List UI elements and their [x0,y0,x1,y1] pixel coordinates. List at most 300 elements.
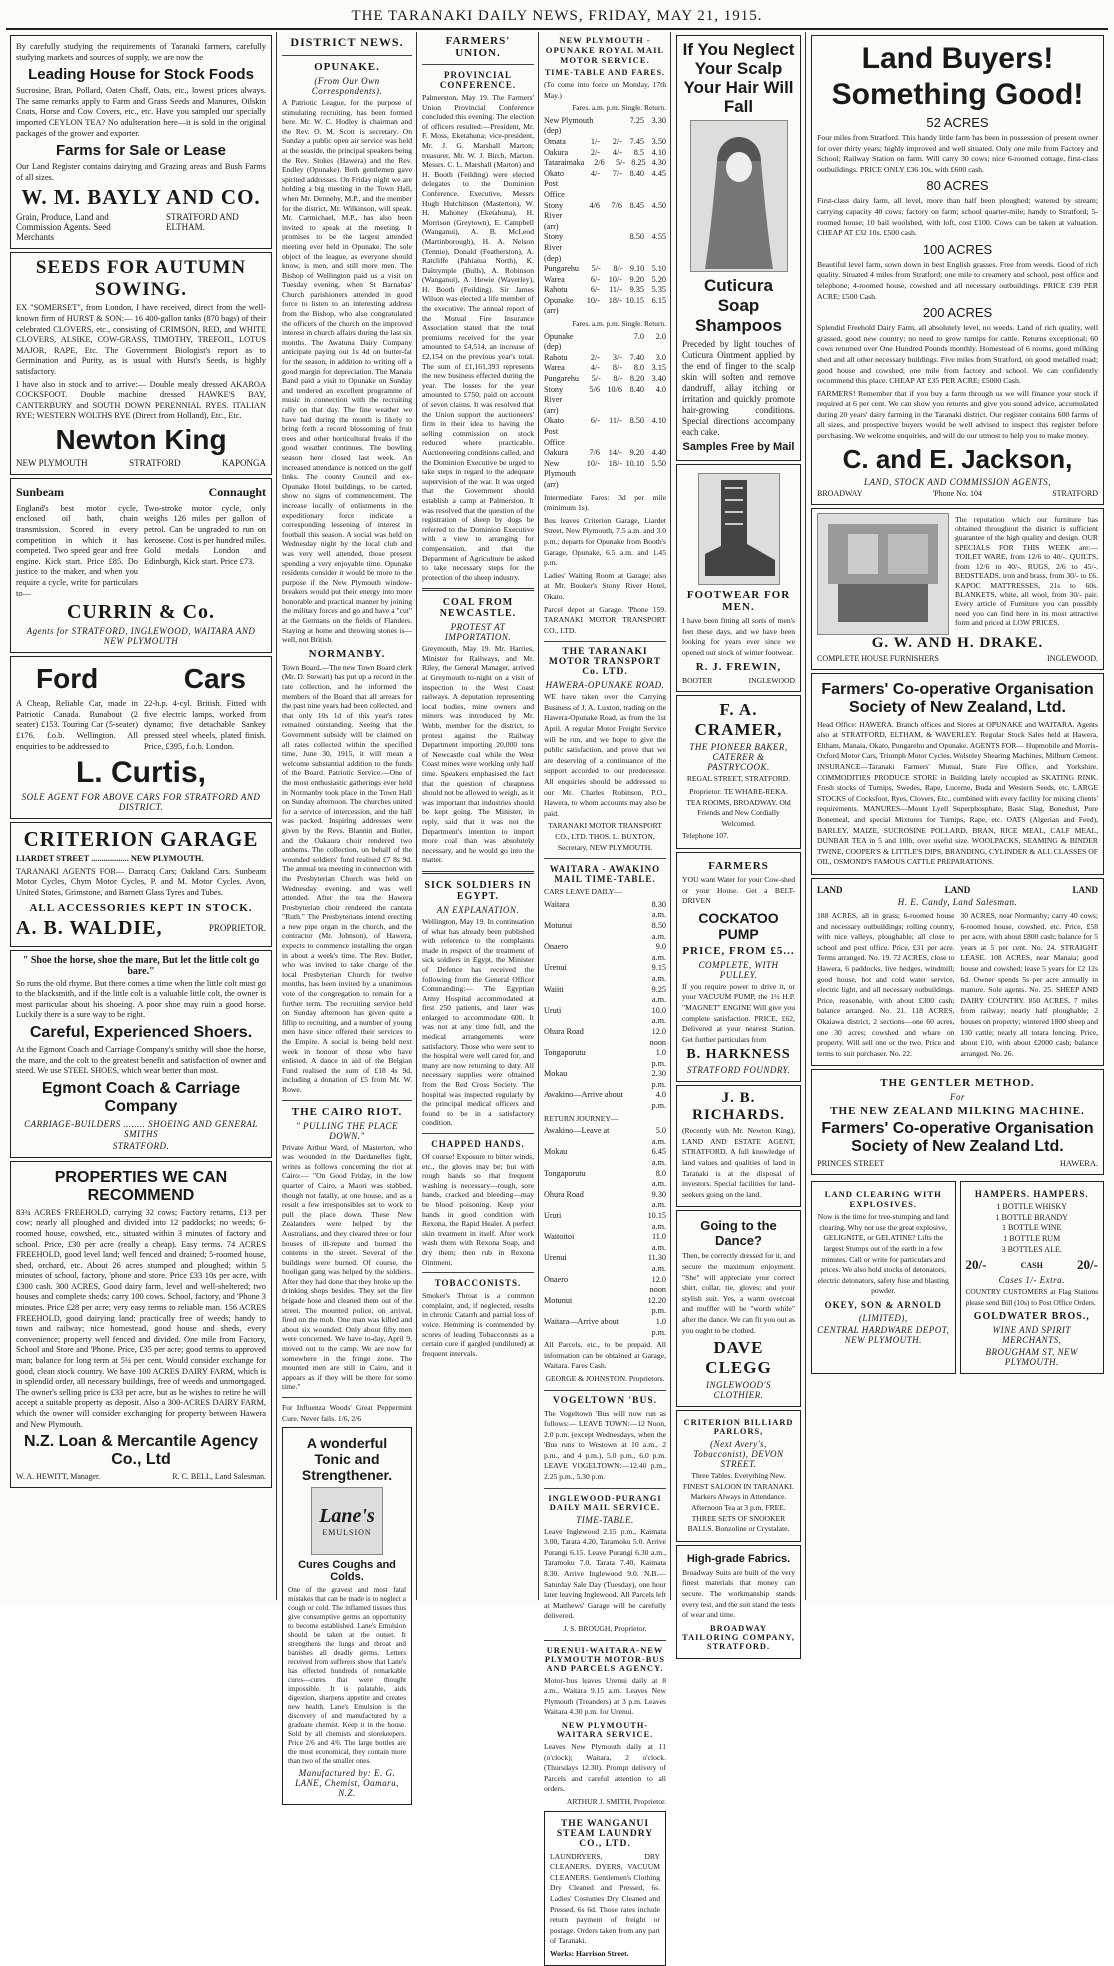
timetable-row [544,169,666,201]
acres-100-text: Beautiful level farm, sown down in best English grasses. Free from weeds. Good of rich quality. Situated 4 miles from Stratford; one mile to creamery and school, post office and telephone; 4-roomed house, cowshed and all necessary outbuildings. PRICE £39 PER ACRE; £500 Cash. [817,259,1098,301]
timetable-cell: 10.15 a.m. [647,1211,666,1231]
waitara-row [544,1090,666,1111]
fabrics-text: Broadway Suits are built of the very finest materials that money can secure. The workmanship stands every test, and the suit stand the tests of wear and time. [682,1567,795,1620]
sick-soldiers-text: Wellington, May 19. In continuation of what has already been published with reference to the complaints made in respect of the treatment of sick soldiers in Egypt, the Minister of Defence has received the following from the General Officer Commanding:— The Egyptian Army Hospital accommodated at first 250 patients, and later was enlarged to accommodate 600. It was not at any time full, and the medical arrangements were satisfactory. Those who were sent to the hospital were well cared for, and many are now returning to duty. All necessary supplies were obtained from the Red Cross Society. The hospital was inspected regularly by the principal medical officers and found to be in a satisfactory condition. [422,916,534,1128]
shoe-text: So runs the old rhyme. But there comes a time when the little colt must go to the blacksmith, and if the little colt is a valuable little colt, the owner is most particular about his shoeing. A poor shoe may ruin a good horse. Luckily there is a sure way to be right. [16,978,266,1020]
timetable-station: Tongaporutu [544,1048,586,1058]
divider [544,1390,666,1391]
emulsion-label: EMULSION [322,1528,372,1538]
timetable-row [544,148,666,159]
timetable-cell: 4.10 [651,147,666,157]
divider [544,1488,666,1489]
ford-cars-heading [16,663,266,695]
farmers-text: YOU want Water for your Cow-shed or your House. Get a BELT-DRIVEN [682,874,795,906]
goldwater-name: GOLDWATER BROS., [973,1311,1090,1323]
column-2 [278,32,416,1799]
column-divider [670,32,671,1600]
woman-hair-illustration [690,120,788,272]
acres-80-text: First-class dairy farm, all level, more than half been ploughed; watered by stream; carrying capacity 40 cows; factory on farm; school quarter-mile; handy to Stratford; 5-roomed house; 10 bail woolshed, with loft, cost £100. Cows can be taken at valuation. CHEAP AT £32 10s. £500 cash. [817,196,1098,238]
timetable-cell: 3.15 [651,363,666,373]
return-row [544,1126,666,1147]
timetable-cell: 4.50 [651,200,666,210]
lanes-cures: Cures Coughs and Colds. [298,1559,396,1584]
richards-name: J. B. RICHARDS. [692,1090,785,1124]
timetable-cell: 5.20 [651,274,666,284]
criterion-heading: CRITERION GARAGE [23,827,259,852]
acres-200-text: Splendid Freehold Dairy Farm, all absolutely level, no weeds. Land of rich quality, well grassed, good new country; no need to grow turnips for cattle. Returns exceptional; 60 cows returned over One Hundred Pounds monthly. Homestead of 6 rooms, good milking shed and all other necessary buildings. Five miles from Stratford, on good metalled road; good house and cowshed; one mile from factory and school. We can confidently recommend this place. CHEAP AT £35 PER ACRE; £5000 Cash. [817,323,1098,386]
something-good-heading: Something Good! [831,78,1084,111]
timetable-cell: 8.0 [633,363,644,373]
timetable-cell: 5.50 [651,458,666,468]
waitara-timetable [544,900,666,1112]
fares-header: Fares. a.m. p.m. Single. Return. [572,103,666,113]
tobacconists-heading: TOBACCONISTS. [434,1278,522,1289]
harkness-sub: STRATFORD FOUNDRY. [686,1065,791,1076]
nz-loan-manager: W. A. HEWITT, Manager. [16,1472,101,1482]
frewin-trade: BOOTER [682,676,713,686]
bayly-advert [10,35,272,249]
farmers-text: Palmerston, May 19. The Farmers' Union Provincial Conference concluded this evening. The election of officers resulted:—President, Mr. F. Moss, Eketahuna; vice-president, Mr. J. G. Marshall Marton; treasurer, Mr. W. J. Birch, Marton. Messrs. C. L. Marshall (Marton) and H. Booth (Feilding) were elected delegates to the Dominion Conference. Executive, Messrs Hugh Hutchinson (Masterton), W. H. Mahoney (Eketahuna), H. Morrison (Greytown), E. Campbell (Wanganui), A. B. McLeod (Martinborough), H. A. Nelson (Tennie), Donald (Featherston), A. Ratcliffe (Pahiatua North), K. Daltrymple (Bulls), A. Robinson (Wanganui), A. Hewie (Waverley), H. Booth (Feilding). Sir James Wilson was elected a life member of the executive. The annual report of the Mutual Fire Insurance Association stated that the total premiums received for the year amounted to £4,514, an increase of £2,154 on the previous year's total. The sum of £1,161,393 represents the new business effected during the year. The losses for the year amounted to £750, paid on account of seven claims. It was resolved that the Union support the auctioneers' firm in their idea to having the selling commission on stock reduced where practicable. Auctioneering conditions called, and the Dominion Executive be urged to take steps in regard to the adequate supervision of the war. It was urged that the Government should establish a camp at Palmerston. It was resolved that the question of the registration of sheep by dogs be referred to the Dominion Executive with a view to arranging for compensation, and that the Department of Agriculture be asked to take necessary steps for the protection of the sheep industry. [422,93,534,582]
nz-loan-advert [10,1161,272,1488]
coal-sub: PROTEST AT IMPORTATION. [444,622,512,643]
acres-200-heading: 200 ACRES [922,305,993,321]
nz-loan-salesman: R. C. BELL, Land Salesman. [172,1472,266,1482]
egmont-advert [10,950,272,1158]
timetable-cell: 3.0 [655,352,666,362]
timetable-station: Onaero [544,1274,569,1284]
timetable-cell: 8.0 a.m. [651,1168,666,1189]
connaught-text: Two-stroke motor cycle, only weighs 126 miles per gallon of petrol. Can be ungraded to run on kerosene. Cost is per hundred miles. Gold medals London and Edinburgh, Kick start. Price £73. [144,503,266,566]
sunbeam-text: England's best motor cycle, enclosed oil bath, chain transmission. Scored in every competition in which it has competed. Two speed gear and free engine. Kick start. Price £85. Do justice to the maker, and when you require a cycle, write for particulars to— [16,503,138,598]
divider [422,1133,534,1134]
timetable-cell: 6/- [590,274,600,284]
criterion-advert [10,822,272,946]
coop-text: Head Office: HAWERA. Branch offices and Stores at OPUNAKE and WAITARA. Agents also at STRATFORD, ELTHAM, & WAVERLEY. Regular Stock Sales held at Hawera, Eltham, Manaia, Okato, Pungarehu and Opunake. AGENTS FOR— Hupmobile and Morris-Oxford Motor Cars, Triumph Motor Cycles, Wolseley Shearing Machines, Milburn Cement. INSURANCE—Taranaki Farmers' Mutual, State Fire Office, and Yorkshire. COMMODITIES PRODUCE STORE in Building lately occupied as SKATING RINK. Fresh stocks of Turnips, Swedes, Rape, Lucerne, Buda and Western Seeds, etc. LARGE STOCKS of Cocksfoot, Ryes, Clovers, Etc., combined with every facility for mixing clients' requirements. MANURES—Mount Lyell Superphosphate, Basic Slag, Bonedust, Pure Bonemeal, and special Mixtures for Turnips, Rape, etc. OATS (Algerian and Feed), BARLEY, MAIZE, SUCROSINE POLLARD, BRAN, RICE MEAL, CALF MEAL, DUNBAR TEA in 5 and 10lb, over useful size. WOOLPACKS, SEAMING & BINDER TWINE, COOPER'S & LITTLE'S DIPS, BRANDING, CYLINDER & ALL CLASSES OF OIL, OSMOND'S FAMOUS CATTLE PREPARATIONS. [817,719,1098,867]
intermediate-fares: Intermediate Fares: 3d per mile (minimum 1s). [544,492,666,513]
vogeltown-text: The Vogeltown 'Bus will now run as follows:— LEAVE TOWN:—12 Noon, 2.0 p.m. (except Wednesdays, when the 'Bus runs to Westown at 10 a.m., 2 p.m., and 4 p.m.), 5.0 p.m., 6.0 p.m. LEAVE VOGELTOWN:—12.40 p.m., 2.25 p.m., 5.30 p.m. [544,1408,666,1482]
timetable-row [544,385,666,417]
timetable-outbound [544,116,666,317]
farmers-heading: FARMERS [708,859,769,872]
nz-loan-sub [16,1472,266,1481]
price-right: 20/- [1077,1257,1098,1273]
timetable-cell: 8/- [613,264,623,274]
laundry-text: LAUNDRYERS, DRY CLEANERS, DYERS, VACUUM CLEANERS. Gentlemen's Clothing Dry Cleaned and Pressed, 6s. Ladies' Costumes Dry Cleaned and Pressed, 6s 6d. Those rates include return payment of freight or postage. Orders taken from any part of Taranaki. [550,1851,660,1946]
timetable-station: New Plymouth (dep) [544,115,594,136]
newton-place: NEW PLYMOUTH [16,457,88,468]
timetable-cell [600,232,622,264]
timetable-row [544,285,666,296]
hamper-item: 3 BOTTLES ALE. [1001,1244,1062,1254]
clegg-sub: INGLEWOOD'S CLOTHIER. [706,1380,771,1401]
timetable-station: Waitoitoi [544,1232,575,1242]
waldie-proprietor: PROPRIETOR. [208,923,266,934]
column-divider [538,32,539,1600]
timetable-cell: 18/- [608,295,622,305]
return-label: RETURN JOURNEY— [544,1113,619,1123]
newton-place: STRATFORD [129,457,181,468]
curtis-name: L. Curtis, [75,756,206,790]
timetable-station: Rahotu [544,352,568,362]
dance-text: Then, be correctly dressed for it, and secure the maximum enjoyment. "She" will appreciate your correct shirt, collar, tie, gloves; and your stylish suit. Yes, a warm overcoat and muffler will be "worth while" after the dance. We can fit you out as you ought to be clothed. [682,1251,795,1335]
cars-leave-label: CARS LEAVE DAILY— [544,887,622,897]
cramer-address: REGAL STREET, STRATFORD. [686,774,791,784]
ford-heading: Ford [36,663,99,695]
vogeltown-heading: VOGELTOWN 'BUS. [552,1395,658,1406]
timetable-cell: 4/- [612,147,622,157]
timetable-cell: 3.30 [651,115,666,125]
waitara-row [544,900,666,921]
chapped-text: Of course! Exposure to bitter winds, etc., the gloves may be; but with rough hands so that frequent washing is necessary—rough, sore hands, cracked and bleeding—may be blood poisoning. Keep your hands in good condition with Rexona, the Rapid Healer. A perfect skin treatment in itself. After work wash them with Rexona Soap, and dry them; then rub in Rexona Ointment. [422,1152,534,1267]
goldwater-address: BROUGHAM ST, NEW PLYMOUTH. [985,1347,1079,1368]
motorcycle-advert [10,478,272,653]
timetable-station: Motunui [544,1295,573,1305]
jackson-town: STRATFORD [1052,488,1098,498]
timetable-cell: 4/6 [589,200,600,210]
land-labels [817,885,1098,895]
acres-100-heading: 100 ACRES [922,241,993,257]
billiard-text: Three Tables. Everything New. FINEST SALOON IN TARANAKI. Markers Always in Attendance. Afternoon Tea at 3 p.m. FREE. THREE SETS OF SNOOKER BALLS. Bonzoline or Crystalate. [683,1471,794,1534]
timetable-station: Stony River (arr) [544,200,564,231]
waitara-row [544,963,666,984]
timetable-cell: 11/- [609,416,622,426]
country-customers: COUNTRY CUSTOMERS at Flag Stations please send Bill (10s) to Post Office Orders. [965,1287,1098,1307]
timetable-station: Warea [544,274,565,284]
divider [282,55,412,56]
for-label: For [950,1092,965,1103]
timetable-station: Okato Post Office [544,416,565,447]
billiard-advert [676,1410,801,1542]
motorcycle-brands [16,485,266,500]
fabrics-heading: High-grade Fabrics. [686,1552,791,1565]
timetable-cell: 3.40 [651,374,666,384]
cramer-advert [676,695,801,849]
lanes-bottle-image [311,1487,383,1555]
waitara-row [544,921,666,942]
timetable-cell: 2.0 [655,331,666,341]
timetable-cell: 7/6 [611,200,622,210]
hamper-item: 1 BOTTLE BRANDY [995,1212,1068,1222]
timetable-station: Urenui [544,1253,567,1263]
tmt-signature: TARANAKI MOTOR TRANSPORT CO., LTD. THOS. L. BUXTON, Secretary, NEW PLYMOUTH. [548,821,662,852]
return-row [544,1317,666,1338]
newton-king: Newton King [55,423,227,455]
ford-advert [10,656,272,819]
newton-place: KAPONGA [221,457,266,468]
np-waitara-text: Leaves New Plymouth daily at 11 (o'clock); Waitara, 2 o'clock. (Thursdays 12.30). Prompt delivery of Parcels and careful attention to all orders. [544,1741,666,1794]
timetable-cell: 8.20 [629,374,645,384]
timetable-cell: 5.10 [651,264,666,274]
timetable-station: Warea [544,363,565,373]
waitara-row [544,942,666,963]
timetable-station: Opunake (arr) [544,295,574,316]
normanby-text: Town Board.—The new Town Board clerk (Mr. D. Stewart) has put up a record in the rate collection, and he informed the members of the Board that all arrears for the past nine years had been collected, and that only 10s 1d of this year's rates remained outstanding. Seeing that the Government subsidy will be claimed on all rates collected within the specified time, June 30, 1915, it will mean a welcome substantial addition to the funds of the Board. Patriotic Service.—One of the most enthusiastic gatherings ever held in Normanby took place in the Town Hall on Sunday afternoon. The churches united for a service of intercession, and the hall was packed. Inspiring addresses were given by the Revs. Blannin and Butler, and the Oakaura choir rendered two anthems. The collection, on behalf of the wounded soldiers' fund realised £7 8s 9d. The annual tea meeting in connection with the Presbyterian Church was held on Wednesday evening, and was well attended. After the tea the Hawera Presbyterian choir rendered the cantata "Ruth." The Presbyterians intend erecting a new pipe organ in the church, and the contractor (Mr. Johnson), of Hawera, expects to commence installing the organ in about a week's time. The Rev. Butler, who was invited to take charge of the local Presbyterian Church for twelve months, has been invited by a unanimous vote of the congregation to remain for a further term. The recruiting service held on Sunday afternoon has given quite a fillip to recruiting, and a number of young men have since offered their services to the Empire. A social is being held next week in honour of those who have enlisted. A dance in aid of the Belgian Fund realised the sum of £18 4s 9d, including a donation of £5 from Mr. W. Rowe. [282,662,412,1094]
billiard-heading: CRITERION BILLIARD PARLORS, [683,1418,794,1437]
fares-header: Fares. a.m. p.m. Single. Return. [572,319,666,329]
divider [282,1397,412,1398]
timetable-row [544,374,666,385]
timetable-row [544,232,666,264]
timetable-cell: 7/6 [589,448,600,458]
bayly-intro: By carefully studying the requirements of Taranaki farmers, carefully studying markets and sources of supply, we are now the [16,42,266,62]
timetable-cell: 2/- [590,352,600,362]
timetable-cell: 7.45 [629,136,644,146]
land-label: LAND [944,884,971,895]
column-divider [416,32,417,1600]
timetable-cell [578,332,600,353]
candy-left: 188 ACRES, all in grass; 6-roomed house and necessary outbuildings; rolling country, with nice valleys, ploughable; all close to school and post office. Price, £31 per acre. Terms arranged. No. 19. 72 ACRES, close to Hawera, 6 paddocks, live hedges, windmill; good house, hot and cold water service, electric light, and all necessary outbuildings. Price, reasonable, with about £300 cash; balance arranged. No. 21. 118 ACRES, Okaiawa district, 2 sections—one 60 acres, one 30 acres; cowshed and whare on property. Will sell one or the two. Price and terms to suit purchaser. No. 22. [817,910,955,1058]
inglewood-text: Leave Inglewood 2.15 p.m., Kaimata 3.00, Tarata 4.20, Taramoku 5.0. Arrive Purangi 6.15. Leave Purangi 6.30 a.m., Taramoku 7.0, Tarata 7.40, Kaimata 8.30. Arrive Inglewood 9.0. N.B.—Saturday Sale Day (Tuesday), one hour later leaving Inglewood. All Parcels left at Matthews' Garage will be carefully delivered. [544,1526,666,1621]
timetable-cell: 10/- [586,295,600,305]
woman-hair-icon [691,121,787,271]
seeds-text: EX "SOMERSET", from London, I have received, direct from the well-known firm of HURST & SON:— 16 400-gallon tanks (870 bags) of their celebrated CLOVERS, etc., consisting of CRIMSON, RED, and WHITE CLOVERS, ALSIKE, COW-GRASS, TIMOTHY, TREFOIL, LOTUS MAJOR, RAPE, Etc. The Government Biologist's report as to Germination and Purity, as is usual with Hurst's Seeds, is highly satisfactory. [16,303,266,376]
timetable-cell: 1/- [590,136,600,146]
timetable-cell: 2.30 p.m. [651,1069,666,1089]
timetable-cell: 4.30 [651,158,666,168]
timetable-cell: 8.25 [631,158,646,168]
timetable-cell: 9.35 [629,285,644,295]
hampers-advert [960,1181,1105,1374]
criterion-text: TARANAKI AGENTS FOR— Darracq Cars; Oakland Cars. Sunbeam Motor Cycles, Chym Motor Cycles, P. and M. Motor Cycles. Avon, United States, Grimstone, and Barnett Glass Tyres and Tubes. [16,866,266,897]
princes-street [817,1159,1098,1168]
jackson-name: C. and E. Jackson, [842,443,1073,474]
seeds-heading: SEEDS FOR AUTUMN SOWING. [35,257,247,301]
timetable-cell: 11.30 a.m. [647,1253,666,1273]
frewin-advert [676,464,801,692]
princes-left: PRINCES STREET [817,1159,885,1169]
gentler-heading: THE GENTLER METHOD. [880,1077,1035,1090]
timetable-cell: 9.20 [629,448,644,458]
timetable-cell: 7.25 [629,115,644,125]
bus-text-2: Ladies' Waiting Room at Garage; also at Mr. Booker's Stony River Hotel, Okato. [544,570,666,601]
cockatoo-sub: COMPLETE, WITH PULLEY. [698,959,779,980]
timetable-cell: 5.35 [651,285,666,295]
opunake-text: A Patriotic League, for the purpose of stimulating recruiting, has been formed here. Mr. W. C. Hodley is chairman and the Rev. O. M. Scott is secretary. On Sunday a public open air service was held at the seaside, the principal speakers being the Rev. Stokes (Hawera) and the Rev. Endley (Opunake). Both gentlemen gave spirited addresses. On Friday night we are holding a big meeting in the Town Hall, when Mr. Dennehy, M.P., and the member for the district, Mr. Wilkinson, will speak. Mr. Carmichael, M.P., has also been invited to speak at the meeting. It promises to be the largest attended meeting ever held in Opunake. The sole object of the league, as everyone should know, is men, and still more men. The Bishop of Wellington paid us a visit on Tuesday evening, when St Barnabas' Church parishioners attended in good force to listen to an interesting address from the Bishop, who also congratulated the officers of the church on the improved interest in church affairs during the last six months. The Awatuna Dairy Company anticipate paying out 1s 4d on butter-fat for the season, in addition to writing off a good margin for depreciation. The Manaia Band paid a visit to Opunake on Sunday and tendered an excellent programme of music in connection with the recruiting rally on that day. The fine weather we have had during the month is likely to bring forth a record blossoming of fruit trees and other horticultural freaks if the good weather continues. The bowling season here closed last week. An increased attendance is noticed on the golf links. The county Council and ex-Opunake Hotel buildings, to be carted, show no signs of commencement. The increase locally of enlistments in the expeditionary force indicate a corresponding lessening of interest in football this season. A social was held on Wednesday night by the local club and was very well attended, those present spending a very enjoyable time. Opunake residents consider it would be more to the purpose if the New Plymouth window-breakers would put their energy into more honorable and practical manner by joining the military forces and go and have a "cut" at the Germans on the fields of Flanders. Staying at home and throwing stones is—well, not British. [282,98,412,645]
timetable-station: Awakino—Leave at [544,1126,610,1136]
bayly-places: STRATFORD AND ELTHAM. [166,212,239,233]
inglewood-timetable: TIME-TABLE. [576,1514,634,1525]
currin-agents: Agents for STRATFORD, INGLEWOOD, WAITARA AND NEW PLYMOUTH [26,626,256,647]
waitara-heading: WAITARA - AWAKINO MAIL TIME-TABLE. [549,864,661,885]
timetable-cell: 4.10 [651,416,666,426]
return-timetable [544,1126,666,1338]
timetable-cell: 9.10 [629,264,645,274]
timetable-cell: 2/6 [594,158,605,168]
broadway-advert [676,1545,801,1659]
cairo-text: Private Arthur Ward, of Masterton, who was wounded in the Dardanelles fight, writes as follows concerning the riot at Cairo:— "On Good Friday, in the low quarter of Cairo, a Maori was stabbed, though not fatally, at one house, and as a result a few irresponsibles set to work to pull the place down. These New Zealanders were helped by the Australians, and they cleared three or four houses of ill-repute and burned the contents in the street. Several of the buildings were burned. Of course, the hooligan gang was helped by the soldiers. After they had done that they broke up the drinking shops besides. They set the fire brigade hose and cleaned them out of the street. The mounted police, on arrival, fired on the mob. One man was killed and about six wounded. Only about fifty men were concerned. We have to-day, April 9, moved out to the camp. We are now for somewhere in the fringe zone. The mounted men are still in Cairo, and it appears as if they will be there for some time." [282,1142,412,1392]
acres-52-heading: 52 ACRES [926,115,989,130]
dance-heading: Going to the Dance? [700,1218,777,1249]
timetable-cell: 9.30 a.m. [651,1189,666,1210]
timetable-cell: 12.0 noon [649,1274,666,1295]
cockatoo-advert [676,852,801,1082]
timetable-cell: 1.0 p.m. [651,1048,666,1068]
timetable-cell [578,232,600,264]
urenui-heading: URENUI-WAITARA-NEW PLYMOUTH MOTOR-BUS AND PARCELS AGENCY. [544,1645,666,1673]
timetable-station: Waitara [544,899,570,909]
candy-advert [811,878,1104,1066]
tmt-text: WE have taken over the Carrying Business of J. A. Luxton, trading on the Hawera-Opunake Road, as from the 1st April. A regular Motor Freight Service will be run, and we hope to give the public satisfaction, and prove that we are deserving of a continuance of the support accorded to our predecessor. All enquiries should be addressed to our Mr. Charles Robinson, P.O., Hawera, to whom accounts may also be paid. [544,692,666,818]
timetable-station: Urenui [544,963,567,973]
return-row [544,1275,666,1296]
timetable-cell: 4/- [590,363,600,373]
cuticura-advert [676,35,801,461]
timetable-cell: 8.50 [629,416,644,426]
timetable-cell: 6/- [590,285,600,295]
timetable-cell: 18/- [608,458,622,468]
egmont-sub: CARRIAGE-BUILDERS ........ SHOEING AND GENERAL SMITHS [24,1118,258,1139]
frewin-place: INGLEWOOD [748,676,795,686]
column-divider [276,32,277,1600]
timetable-cell: 9.15 a.m. [651,963,666,983]
timetable-station: Uruti [544,1005,562,1015]
return-row [544,1169,666,1190]
timetable-inbound [544,332,666,491]
inglewood-heading: INGLEWOOD-PURANGI DAILY MAIL SERVICE. [548,1493,662,1512]
column-5 [672,32,805,1651]
divider [422,588,534,591]
column-6 [807,32,1108,1600]
timetable-cell: 8/- [612,363,622,373]
boot-illustration [698,473,780,585]
farms-heading: Farms for Sale or Lease [55,142,227,160]
hampers-heading: HAMPERS. HAMPERS. [974,1189,1089,1200]
divider [282,1100,412,1101]
coop-heading-2: Farmers' Co-operative Organisation Society of New Zealand Ltd. [821,1120,1094,1156]
drake-advert [811,508,1104,670]
all-parcels: All Parcels, etc., to be prepaid. All information can be obtained at Garage, Waitara. Fares Cash. [544,1340,666,1371]
cramer-name: F. A. CRAMER, [694,700,783,740]
sick-soldiers-heading: SICK SOLDIERS IN EGYPT. [424,879,532,902]
drake-text: The reputation which our furniture has obtained throughout the district is sufficient guarantee of the high quality and design. OUR SPECIALS FOR THIS WEEK are:— TOILET WARE, from 12/6 to 40/-. QUILTS, from 12/6 to 40/-. RUGS, 2/6 to 45/-. BEDSTEADS, iron and brass, from 30/- to £6. KAPOC MATTRESSES, 21s to 60s. BLANKETS, white, all wool, from 30/- pair. Every article of Furniture you can possibly need you can find here in its most attractive form and priced at LOW PRICES. [955,514,1098,628]
timetable-station: Ohura Road [544,1026,584,1036]
timetable-cell: 10.10 [625,458,644,468]
hamper-item: 1 BOTTLE WINE [1002,1223,1062,1233]
timetable-cell: 9.20 [629,274,644,284]
princes-right: HAWERA. [1059,1159,1098,1169]
harkness-name: B. HARKNESS [686,1047,791,1063]
timetable-cell: 8.40 [629,384,644,394]
timetable-cell: 5/- [616,158,626,168]
district-news-heading: DISTRICT NEWS. [290,35,404,49]
hamper-price [966,1257,1099,1273]
timetable-station: Onaero [544,942,569,952]
egmont-place: STRATFORD. [112,1140,170,1151]
cairo-sub: " PULLING THE PLACE DOWN." [295,1120,399,1141]
curtis-sub: SOLE AGENT FOR ABOVE CARS FOR STRATFORD AND DISTRICT. [21,792,261,813]
np-waitara-heading: NEW PLYMOUTH-WAITARA SERVICE. [556,1720,654,1739]
egmont-heading: Egmont Coach & Carriage Company [41,1079,241,1115]
timetable-cell [600,116,622,137]
timetable-cell: 10/- [586,458,600,468]
jackson-advert [811,35,1104,505]
timetable-cell: 10/- [608,274,622,284]
milking-advert [811,1069,1104,1175]
shoe-quote: " Shoe the horse, shoe the mare, But let the little colt go bare." [22,954,260,977]
timetable-station: Uruti [544,1211,562,1220]
accessories: ALL ACCESSORIES KEPT IN STOCK. [29,901,253,914]
timetable-row [544,137,666,148]
cockatoo-heading: COCKATOO PUMP [698,909,779,942]
return-row [544,1190,666,1211]
bayly-trade: Grain, Produce, Land and Commission Agents. Seed Merchants [16,212,111,243]
frewin-name: R. J. FREWIN, [695,661,782,674]
currin-name: CURRIN & Co. [66,601,216,624]
okey-address: CENTRAL HARDWARE DEPOT, NEW PLYMOUTH. [817,1325,950,1346]
hamper-item: 1 BOTTLE RUM [1003,1234,1061,1244]
drake-sub [817,654,1098,663]
timetable-cell: 8.50 a.m. [651,920,666,941]
tobacconists-text: Smoker's Throat is a common complaint, and, if neglected, results in chronic Catarrh and partial loss of voice. Hemming is commended by scores of leading Tobacconists as a certain cure if gargled (undiluted) at frequent intervals. [422,1291,534,1358]
land-label: LAND [817,884,843,895]
billiard-sub: (Next Avery's, Tobacconist), DEVON STREET. [693,1439,784,1470]
opunake-byline: (From Our Own Correspondents). [311,76,383,96]
smith: ARTHUR J. SMITH, Proprietor. [566,1796,666,1806]
chapped-heading: CHAPPED HANDS. [431,1139,525,1149]
timetable-cell: 10/6 [607,384,622,394]
timetable-cell: 8.45 [629,200,644,210]
timetable-cell: 4.40 [651,448,666,458]
candy-right: 30 ACRES, near Normanby; carry 40 cows; 6-roomed house, cowshed, etc. Price, £58 per acre, with about £800 cash; balance for 5 years at 5 per cent. No. 24. STRAIGHT LEASE. 108 ACRES, near Manaia; good house and cowshed; lease 5 years for £2 12s 6d. Owner spends 5s per acre annually in manure. Sole agents. No. 25. SHEEP AND DAIRY COUNTRY. 850 ACRES, 7 miles from railway; nearly half ploughable; 2 houses on property; wintered 1800 sheep and 130 cattle; nearly all totara fencing. Price, about £10, with about £2000 cash; balance arranged. No. 26. [960,910,1098,1058]
timetable-row [544,275,666,286]
goldwater-sub: WINE AND SPIRIT MERCHANTS, [992,1325,1071,1346]
timetable-cell: 7.0 [633,331,644,341]
timetable-note: (To come into force on Monday, 17th May.) [544,80,666,100]
parcel-depot: Parcel depot at Garage. 'Phone 159. TARANAKI MOTOR TRANSPORT CO., LTD. [544,604,666,635]
timetable-cell: 6.15 [651,295,666,305]
cramer-sub: THE PIONEER BAKER, CATERER & PASTRYCOOK. [689,742,788,773]
sick-soldiers-sub: AN EXPLANATION. [436,904,520,915]
cash-label: CASH [1020,1260,1043,1270]
price-left: 20/- [965,1257,987,1273]
land-label: LAND [1072,884,1098,895]
timetable-station: Waiiti [544,984,564,994]
timetable-station: Awakino—Arrive about [544,1090,624,1100]
timetable-station: Oakura [544,448,569,458]
okey-name: OKEY, SON & ARNOLD [824,1300,942,1311]
laundry-advert [544,1811,666,1966]
timetable-cell: 12.20 p.m. [647,1295,666,1316]
timetable-station: Ohura Road [544,1189,584,1199]
timetable-cell: 5/- [591,264,601,274]
waldie-name: A. B. WALDIE, [16,916,163,939]
opunake-mail-heading: NEW PLYMOUTH - OPUNAKE ROYAL MAIL MOTOR SERVICE. [545,35,665,65]
waitara-row [544,1027,666,1048]
bayly-details [16,212,266,242]
jackson-sub: LAND, STOCK AND COMMISSION AGENTS, [863,476,1052,487]
timetable-cell: 9.25 a.m. [651,984,666,1005]
return-row [544,1147,666,1168]
newton-places [16,458,266,468]
acres-80-heading: 80 ACRES [926,178,989,194]
neglect-heading: If You Neglect Your Scalp Your Hair Will Fall [682,40,795,116]
richards-text: (Recently with Mr. Newton King), LAND AND ESTATE AGENT, STRATFORD. A full knowledge of land values and qualities of land in Taranaki is at the disposal of investors. Special facilities for land-seekers going on the land. [682,1126,795,1199]
timetable-row [544,201,666,233]
timetable-cell: 6/- [590,416,600,426]
timetable-station: New Plymouth (arr) [544,458,576,489]
frewin-sub [682,676,795,685]
timetable-station: Stony River (dep) [544,232,564,263]
timetable-row [544,448,666,459]
furniture-illustration [817,513,949,635]
tonic-heading: A wonderful Tonic and Strengthener. [301,1435,393,1484]
cars-heading: Cars [183,663,246,695]
waldie-line [16,917,266,940]
timetable-station: Pungarehu [544,374,580,384]
lanes-logo: Lane's [319,1505,375,1528]
return-row [544,1253,666,1274]
cases-extra: Cases 1/- Extra. [998,1275,1065,1286]
